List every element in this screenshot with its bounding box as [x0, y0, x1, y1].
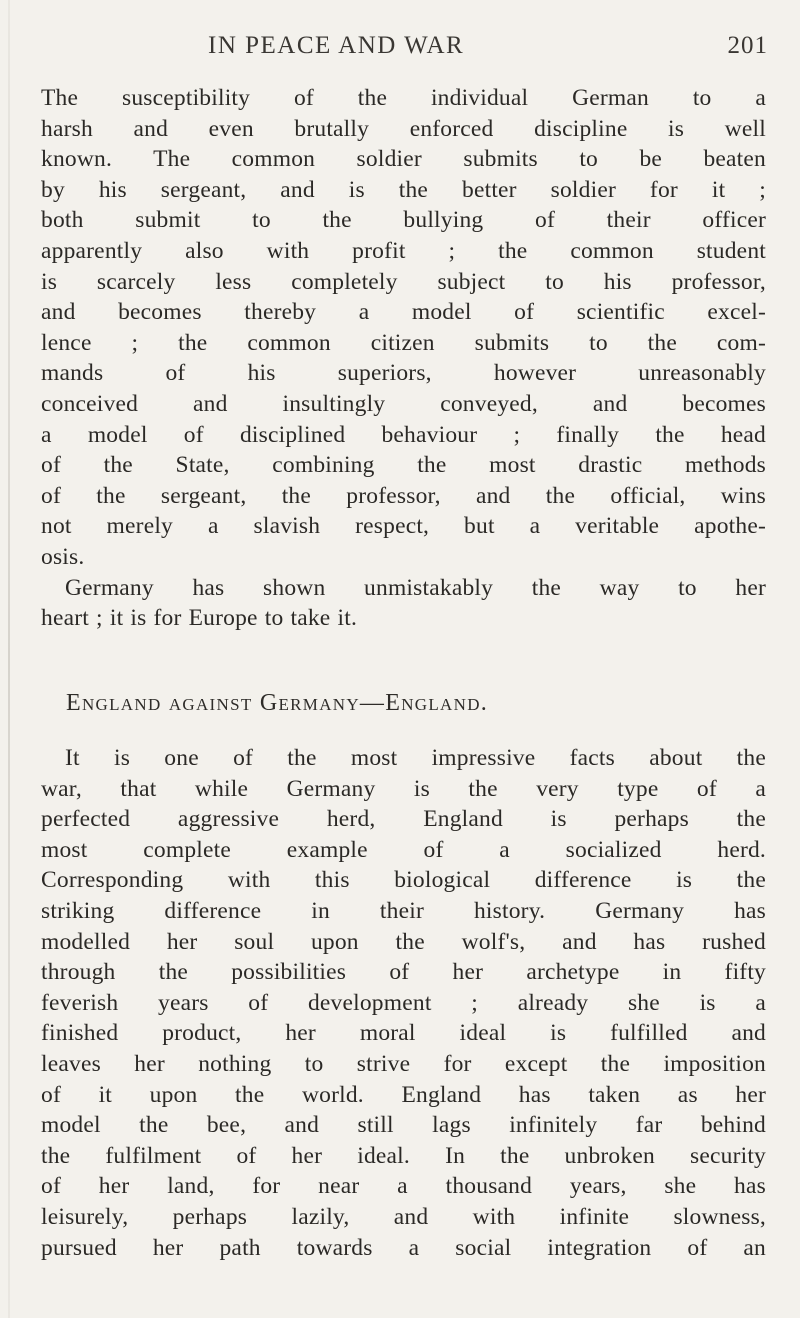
text-line: osis. — [41, 543, 85, 570]
section-heading: England against Germany—England. — [66, 690, 489, 716]
text-line: not merely a slavish respect, but a veritable apothe- — [41, 513, 766, 540]
text-line: feverish years of development ; already she is a — [41, 989, 766, 1016]
text-line: is scarcely less completely subject to his professor, — [41, 268, 766, 295]
page-gutter-shadow — [8, 0, 10, 1318]
text-line: modelled her soul upon the wolf's, and has rushed — [41, 928, 766, 955]
text-line: mands of his superiors, however unreasonably — [41, 360, 766, 387]
text-line: a model of disciplined behaviour ; finally the head — [41, 421, 766, 448]
text-line: It is one of the most impressive facts about the — [65, 745, 766, 771]
text-line: of it upon the world. England has taken as her — [41, 1081, 766, 1108]
text-line: apparently also with profit ; the common student — [41, 237, 766, 264]
page-number: 201 — [727, 32, 768, 59]
text-line: heart ; it is for Europe to take it. — [41, 605, 358, 632]
text-line: harsh and even brutally enforced discipline is well — [41, 115, 766, 142]
text-line: The susceptibility of the individual German to a — [41, 85, 766, 111]
page-header — [208, 32, 768, 72]
text-line: Corresponding with this biological difference is the — [41, 867, 766, 894]
paragraph — [41, 743, 766, 1263]
text-line: of the State, combining the most drastic methods — [41, 452, 766, 479]
paragraph — [41, 573, 766, 634]
running-head: IN PEACE AND WAR — [208, 32, 465, 59]
text-line: most complete example of a socialized herd. — [41, 836, 766, 863]
paragraph — [41, 83, 766, 573]
text-line: by his sergeant, and is the better soldier for it ; — [41, 176, 766, 203]
text-line: through the possibilities of her archetype in fifty — [41, 959, 766, 986]
body-text-lower — [41, 743, 766, 1263]
text-line: both submit to the bullying of their officer — [41, 207, 766, 234]
text-line: striking difference in their history. Germany has — [41, 897, 766, 924]
text-line: the fulfilment of her ideal. In the unbroken security — [41, 1142, 766, 1169]
text-line: and becomes thereby a model of scientific excel- — [41, 299, 766, 326]
text-line: of her land, for near a thousand years, she has — [41, 1173, 766, 1200]
text-line: pursued her path towards a social integration of an — [41, 1234, 766, 1261]
text-line: lence ; the common citizen submits to the com- — [41, 329, 766, 356]
text-line: leisurely, perhaps lazily, and with infinite slowness, — [41, 1203, 766, 1230]
text-line: model the bee, and still lags infinitely far behind — [41, 1112, 766, 1139]
text-line: finished product, her moral ideal is fulfilled and — [41, 1020, 766, 1047]
text-line: known. The common soldier submits to be beaten — [41, 146, 766, 173]
text-line: leaves her nothing to strive for except the imposition — [41, 1050, 766, 1077]
text-line: perfected aggressive herd, England is perhaps the — [41, 806, 766, 833]
text-line: Germany has shown unmistakably the way to her — [65, 574, 766, 601]
text-line: conceived and insultingly conveyed, and becomes — [41, 390, 766, 417]
body-text-upper — [41, 83, 766, 634]
text-line: war, that while Germany is the very type of a — [41, 775, 766, 802]
text-line: of the sergeant, the professor, and the official, wins — [41, 482, 766, 509]
